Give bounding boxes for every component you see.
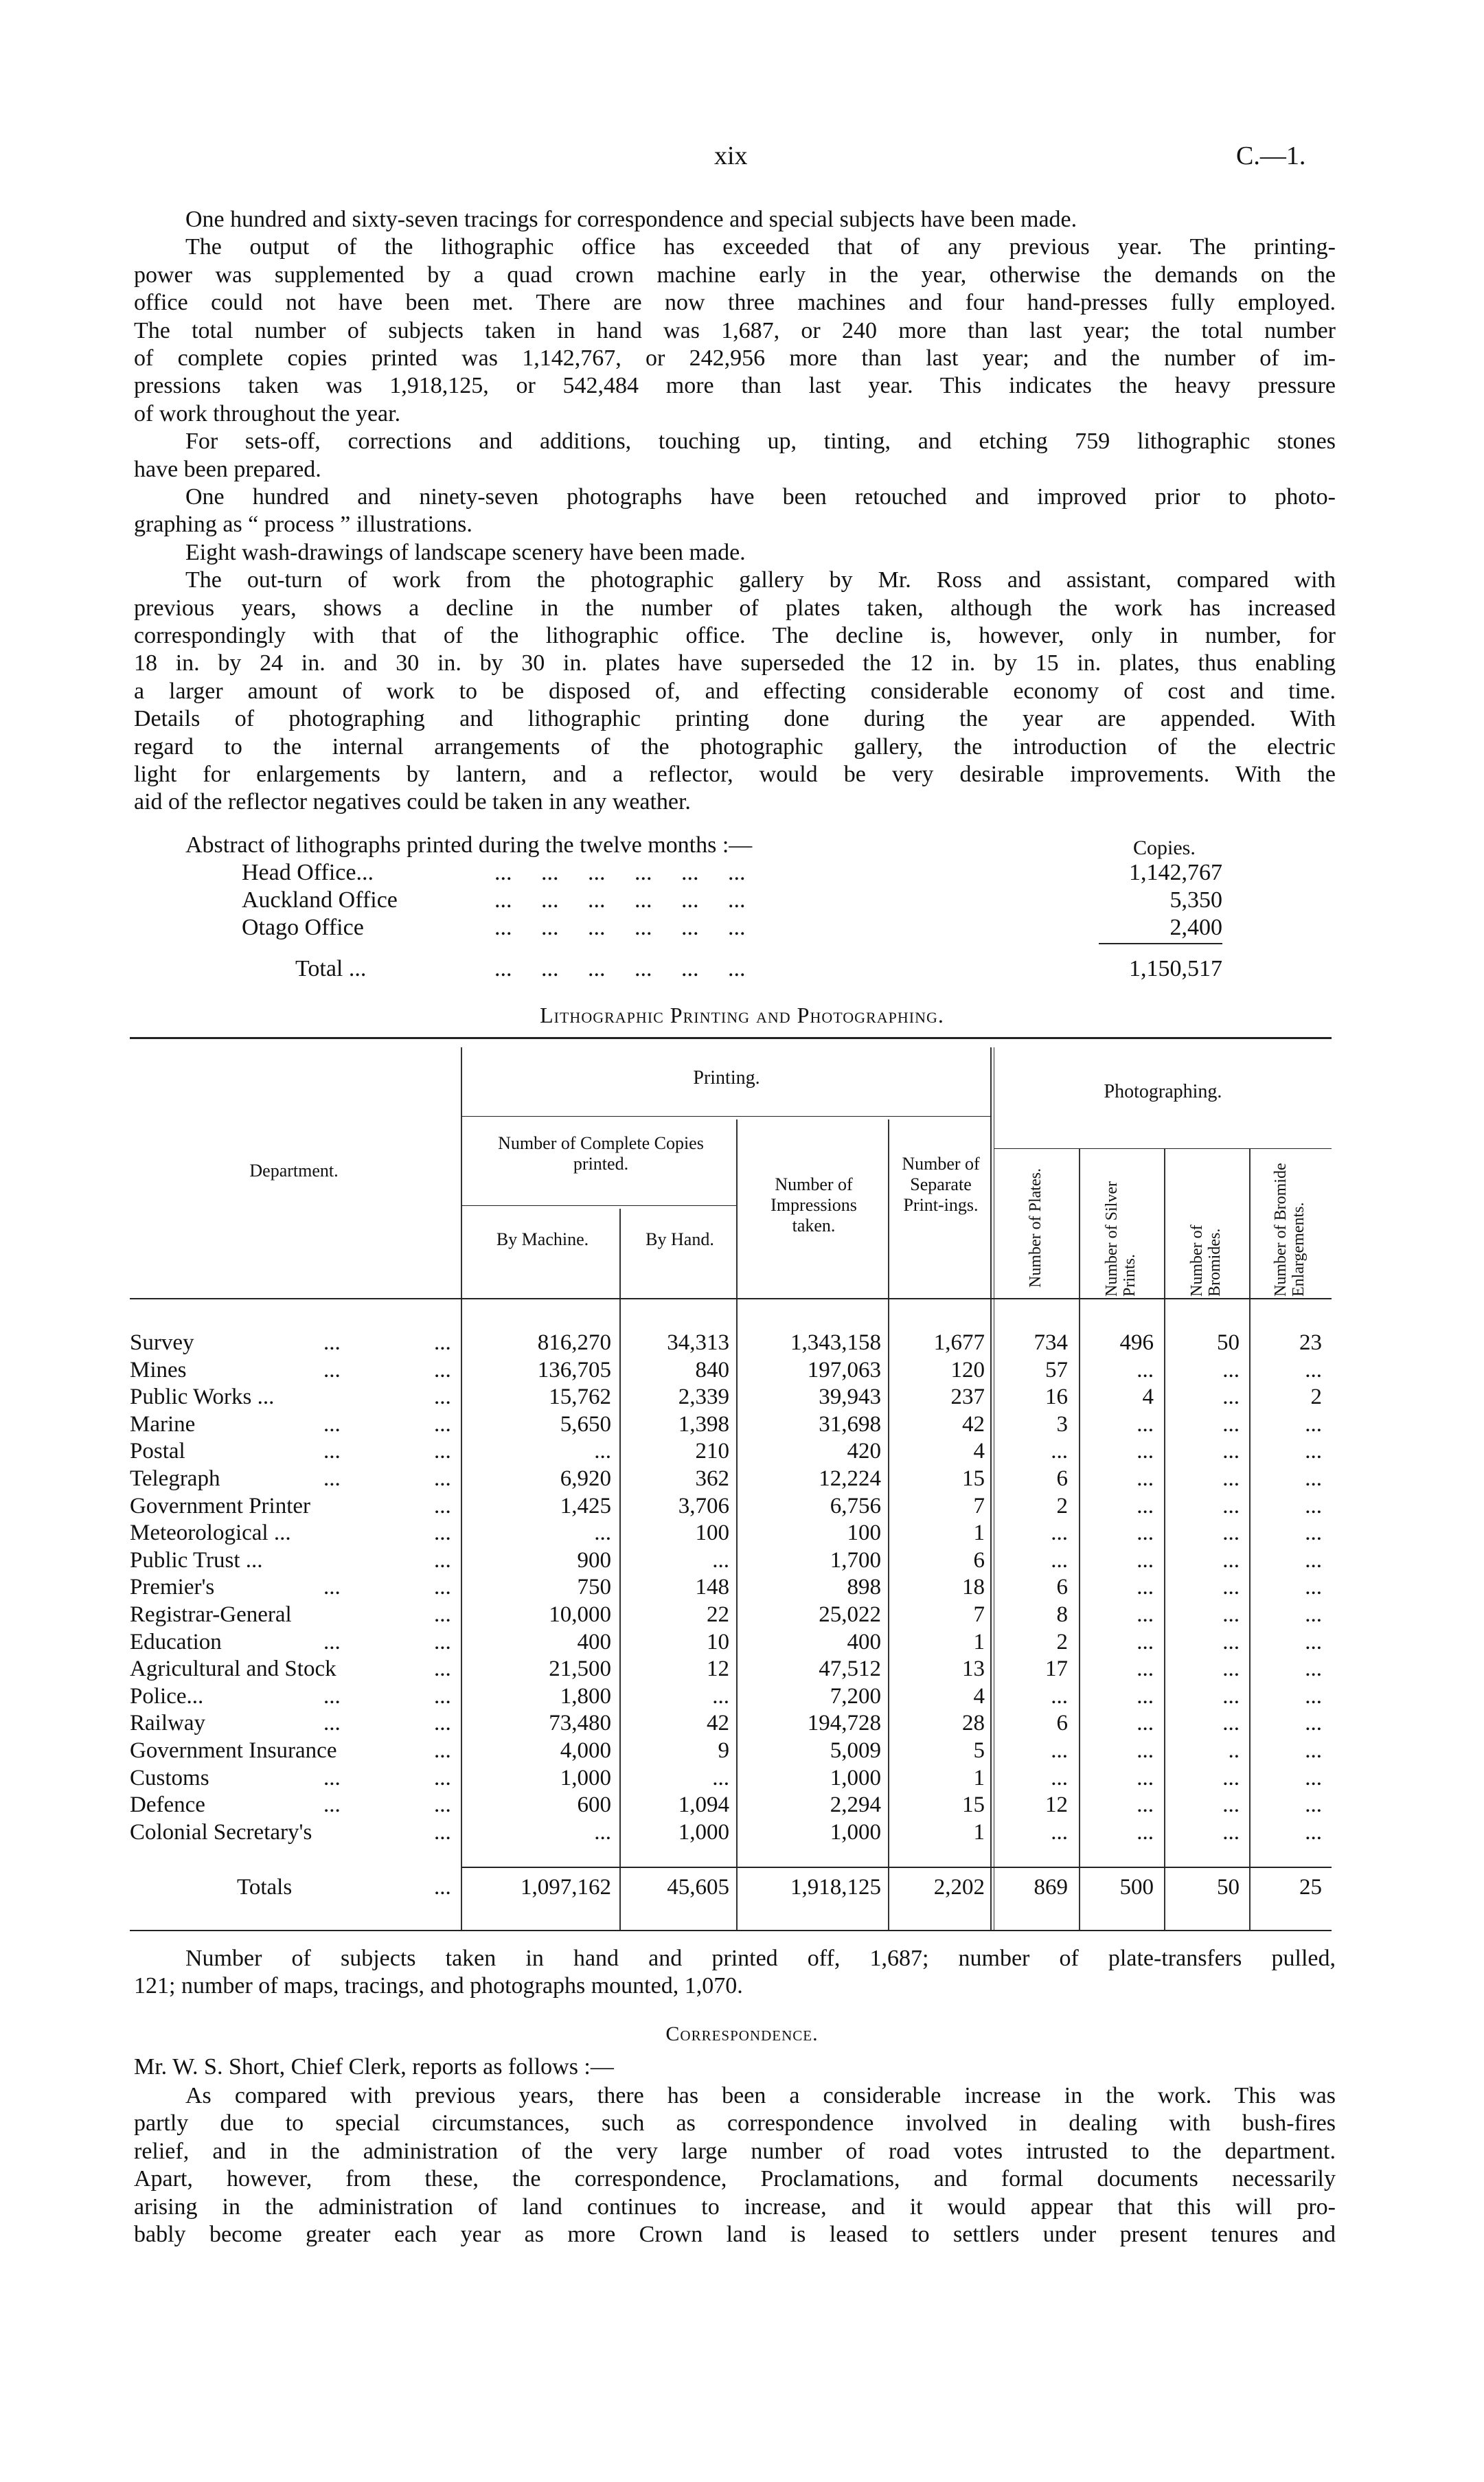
table-cell: ... — [1137, 1439, 1154, 1464]
paragraph-line: One hundred and sixty-seven tracings for correspondence and special subjects have been made. — [185, 207, 1077, 232]
group-photographing: Photographing. — [1104, 1081, 1222, 1102]
totals-cell: 50 — [1217, 1875, 1240, 1900]
department-name: Education — [130, 1629, 222, 1654]
table-cell: ... — [1137, 1493, 1154, 1518]
paragraph-line: a larger amount of work to be disposed of, and effecting considerable economy of cost and time. — [134, 678, 1336, 704]
table-cell: ... — [1137, 1357, 1154, 1382]
table-cell: 7 — [973, 1493, 985, 1518]
table-cell: 5,650 — [560, 1411, 611, 1437]
table-cell: ... — [1137, 1656, 1154, 1682]
report-line: relief, and in the administration of the very large number of road votes intrusted to the department. — [134, 2138, 1336, 2164]
department-name: Postal — [130, 1439, 185, 1464]
table-cell: 2 — [1056, 1629, 1068, 1654]
table-cell: 1,000 — [678, 1819, 729, 1845]
abstract-row-value: 5,350 — [1169, 887, 1222, 913]
table-cell: 210 — [695, 1439, 729, 1464]
table-cell: 28 — [962, 1711, 985, 1736]
table-cell: ... — [1222, 1683, 1240, 1709]
table-cell: 496 — [1119, 1330, 1154, 1355]
paragraph-line: graphing as “ process ” illustrations. — [134, 512, 472, 538]
table-top-rule — [130, 1037, 1332, 1039]
table-cell: 237 — [950, 1385, 985, 1410]
table-cell: 362 — [695, 1466, 729, 1491]
col-impressions: Number of Impressions taken. — [770, 1174, 857, 1236]
department-name: Survey — [130, 1330, 194, 1355]
totals-cell: 500 — [1119, 1875, 1154, 1900]
department-name: Defence — [130, 1792, 205, 1818]
sum-rule — [1099, 943, 1222, 944]
col-department: Department. — [249, 1161, 339, 1181]
department-name: Railway — [130, 1711, 205, 1736]
col-bromides: Number of Bromides. — [1188, 1225, 1224, 1297]
table-cell: 1 — [973, 1819, 985, 1845]
table-cell: 400 — [847, 1629, 881, 1654]
table-cell: 1,800 — [560, 1683, 611, 1709]
group-printing: Printing. — [693, 1067, 760, 1089]
table-cell: 3,706 — [678, 1493, 729, 1518]
table-cell: ... — [1305, 1547, 1322, 1573]
table-cell: ... — [1222, 1602, 1240, 1627]
table-cell: 8 — [1056, 1602, 1068, 1627]
table-cell: 2,294 — [830, 1792, 881, 1818]
leader-dots: ... — [434, 1738, 451, 1763]
table-bottom-rule — [130, 1930, 1332, 1931]
paragraph-line: light for enlargements by lantern, and a reflector, would be very desirable improvements. With the — [134, 762, 1336, 787]
table-cell: 1,000 — [830, 1819, 881, 1845]
abstract-row-label: Otago Office — [242, 915, 364, 940]
table-cell: ... — [1305, 1819, 1322, 1845]
table-cell: 6,756 — [830, 1493, 881, 1518]
paragraph-line: pressions taken was 1,918,125, or 542,484 more than last year. This indicates the heavy pressure — [134, 373, 1336, 399]
table-cell: 50 — [1217, 1330, 1240, 1355]
table-cell: 10,000 — [549, 1602, 611, 1627]
table-cell: 4,000 — [560, 1738, 611, 1763]
column-divider — [736, 1119, 738, 1930]
department-name: Registrar-General — [130, 1602, 292, 1627]
table-cell: 1,677 — [933, 1330, 985, 1355]
table-cell: ... — [1222, 1792, 1240, 1818]
table-cell: ... — [1305, 1575, 1322, 1600]
table-cell: 39,943 — [819, 1385, 881, 1410]
table-cell: 2 — [1310, 1385, 1322, 1410]
col-by-hand: By Hand. — [646, 1229, 714, 1249]
table-cell: ... — [1305, 1357, 1322, 1382]
table-cell: 600 — [577, 1792, 611, 1818]
leader-dots: ... — [434, 1521, 451, 1546]
table-cell: 17 — [1045, 1656, 1068, 1682]
department-name: Colonial Secretary's — [130, 1819, 312, 1845]
table-cell: ... — [1222, 1521, 1240, 1546]
paragraph-line: power was supplemented by a quad crown machine early in the year, otherwise the demands on the — [134, 262, 1336, 288]
table-cell: 9 — [718, 1738, 729, 1763]
leader-dots: ... — [434, 1466, 451, 1491]
leader-dots: ... ... ... ... ... ... — [494, 860, 746, 885]
table-cell: 10 — [707, 1629, 729, 1654]
paragraph-line: For sets-off, corrections and additions, touching up, tinting, and etching 759 lithographic stones — [185, 429, 1336, 455]
table-cell: 1,000 — [830, 1765, 881, 1790]
table-cell: 15 — [962, 1792, 985, 1818]
table-cell: 15,762 — [549, 1385, 611, 1410]
leader-dots: ... ... ... ... ... ... — [494, 887, 746, 913]
paragraph-line: The out-turn of work from the photographic gallery by Mr. Ross and assistant, compared with — [185, 567, 1336, 593]
leader-dots: ... — [434, 1439, 451, 1464]
table-cell: 12 — [1045, 1792, 1068, 1818]
leader-dots: ... — [434, 1602, 451, 1627]
table-cell: 22 — [707, 1602, 729, 1627]
table-cell: 6 — [1056, 1575, 1068, 1600]
leader-dots: ... — [323, 1466, 341, 1491]
table-cell: ... — [1137, 1575, 1154, 1600]
table-cell: ... — [1051, 1683, 1068, 1709]
header-rule — [994, 1148, 1332, 1149]
table-cell: 4 — [973, 1683, 985, 1709]
table-cell: ... — [1222, 1629, 1240, 1654]
table-cell: ... — [1137, 1765, 1154, 1790]
table-cell: ... — [1051, 1738, 1068, 1763]
table-cell: ... — [1051, 1765, 1068, 1790]
page-number: xix — [714, 141, 748, 170]
summary-line: 121; number of maps, tracings, and photographs mounted, 1,070. — [134, 1973, 743, 1999]
table-cell: ... — [1137, 1711, 1154, 1736]
table-cell: ... — [1222, 1385, 1240, 1410]
table-cell: 12,224 — [819, 1466, 881, 1491]
table-cell: 750 — [577, 1575, 611, 1600]
table-cell: ... — [1305, 1602, 1322, 1627]
table-cell: ... — [1051, 1547, 1068, 1573]
leader-dots: ... — [434, 1792, 451, 1818]
table-cell: ... — [1051, 1819, 1068, 1845]
department-name: Police... — [130, 1683, 204, 1709]
paragraph-line: Eight wash-drawings of landscape scenery have been made. — [185, 539, 746, 565]
table-cell: 100 — [847, 1521, 881, 1546]
table-cell: 148 — [695, 1575, 729, 1600]
table-cell: 31,698 — [819, 1411, 881, 1437]
table-cell: ... — [1051, 1439, 1068, 1464]
table-cell: 840 — [695, 1357, 729, 1382]
leader-dots: ... — [434, 1819, 451, 1845]
table-title: Lithographic Printing and Photographing. — [540, 1003, 944, 1027]
table-cell: ... — [1305, 1792, 1322, 1818]
paragraph-line: 18 in. by 24 in. and 30 in. by 30 in. plates have superseded the 12 in. by 15 in. plates, thus enabling — [134, 650, 1336, 676]
table-cell: ... — [1305, 1521, 1322, 1546]
table-cell: ... — [712, 1547, 729, 1573]
department-name: Public Trust ... — [130, 1547, 263, 1573]
table-cell: 16 — [1045, 1385, 1068, 1410]
table-cell: 1 — [973, 1521, 985, 1546]
table-cell: 2,339 — [678, 1385, 729, 1410]
table-cell: 6 — [1056, 1466, 1068, 1491]
department-name: Meteorological ... — [130, 1521, 291, 1546]
table-cell: ... — [1137, 1411, 1154, 1437]
paragraph-line: correspondingly with that of the lithographic office. The decline is, however, only in number, for — [134, 623, 1336, 648]
table-cell: ... — [1305, 1683, 1322, 1709]
table-cell: ... — [712, 1765, 729, 1790]
col-separate-printings: Number of Separate Print-ings. — [902, 1154, 980, 1215]
table-cell: ... — [594, 1521, 611, 1546]
table-cell: 2 — [1056, 1493, 1068, 1518]
summary-line: Number of subjects taken in hand and printed off, 1,687; number of plate-transfers pulled, — [185, 1946, 1336, 1971]
paragraph-line: have been prepared. — [134, 456, 321, 482]
table-cell: 197,063 — [807, 1357, 881, 1382]
col-plates: Number of Plates. — [1027, 1168, 1044, 1288]
table-cell: 6 — [973, 1547, 985, 1573]
totals-cell: 869 — [1034, 1875, 1068, 1900]
totals-cell: 45,605 — [667, 1875, 729, 1900]
table-cell: ... — [1222, 1575, 1240, 1600]
table-cell: ... — [1137, 1819, 1154, 1845]
table-cell: 3 — [1056, 1411, 1068, 1437]
table-cell: ... — [1137, 1602, 1154, 1627]
table-cell: 136,705 — [537, 1357, 611, 1382]
leader-dots: ... — [323, 1765, 341, 1790]
paragraph-line: One hundred and ninety-seven photographs have been retouched and improved prior to photo- — [185, 484, 1336, 510]
table-cell: 1,094 — [678, 1792, 729, 1818]
table-cell: 1,425 — [560, 1493, 611, 1518]
table-cell: ... — [1305, 1711, 1322, 1736]
leader-dots: ... — [434, 1765, 451, 1790]
table-cell: 1,343,158 — [790, 1330, 881, 1355]
totals-cell: 25 — [1299, 1875, 1322, 1900]
totals-cell: 1,097,162 — [521, 1875, 611, 1900]
department-name: Premier's — [130, 1575, 215, 1600]
leader-dots: ... — [323, 1792, 341, 1818]
paragraph-line: The output of the lithographic office has exceeded that of any previous year. The printing- — [185, 234, 1336, 260]
table-cell: 5 — [973, 1738, 985, 1763]
table-cell: ... — [1222, 1439, 1240, 1464]
table-cell: ... — [1222, 1765, 1240, 1790]
department-name: Government Insurance — [130, 1738, 337, 1763]
department-name: Agricultural and Stock — [130, 1656, 336, 1682]
leader-dots: ... — [323, 1411, 341, 1437]
table-cell: 7 — [973, 1602, 985, 1627]
table-cell: 4 — [973, 1439, 985, 1464]
column-divider — [461, 1047, 462, 1930]
department-name: Mines — [130, 1357, 187, 1382]
table-cell: ... — [1222, 1656, 1240, 1682]
table-cell: 4 — [1142, 1385, 1154, 1410]
table-cell: ... — [1137, 1547, 1154, 1573]
table-cell: ... — [1137, 1629, 1154, 1654]
table-cell: 1 — [973, 1629, 985, 1654]
table-cell: ... — [1305, 1738, 1322, 1763]
table-cell: ... — [1222, 1711, 1240, 1736]
total-label: Total ... — [295, 956, 367, 981]
table-cell: ... — [1137, 1521, 1154, 1546]
totals-label: Totals — [237, 1875, 293, 1900]
table-cell: 6 — [1056, 1711, 1068, 1736]
leader-dots: ... — [323, 1357, 341, 1382]
table-cell: ... — [594, 1819, 611, 1845]
col-silver-prints: Number of Silver Prints. — [1103, 1181, 1139, 1297]
table-cell: 120 — [950, 1357, 985, 1382]
report-intro: Mr. W. S. Short, Chief Clerk, reports as follows :— — [134, 2054, 614, 2080]
col-enlargements: Number of Bromide Enlargements. — [1272, 1163, 1308, 1297]
table-cell: ... — [1222, 1547, 1240, 1573]
document-reference: C.—1. — [1236, 141, 1306, 170]
table-cell: 1 — [973, 1765, 985, 1790]
table-cell: ... — [1222, 1466, 1240, 1491]
abstract-heading: Abstract of lithographs printed during the twelve months :— — [185, 832, 753, 858]
report-line: partly due to special circumstances, such as correspondence involved in dealing with bush-fires — [134, 2110, 1336, 2137]
table-cell: 900 — [577, 1547, 611, 1573]
table-cell: ... — [1051, 1521, 1068, 1546]
table-cell: ... — [1137, 1683, 1154, 1709]
table-cell: ... — [1305, 1656, 1322, 1682]
header-bottom-rule — [130, 1298, 1332, 1299]
table-cell: ... — [1137, 1792, 1154, 1818]
report-line: As compared with previous years, there has been a considerable increase in the work. This was — [185, 2083, 1336, 2108]
leader-dots: ... ... ... ... ... ... — [494, 956, 746, 981]
leader-dots: ... — [434, 1385, 451, 1410]
table-cell: 5,009 — [830, 1738, 881, 1763]
table-cell: ... — [1222, 1411, 1240, 1437]
table-cell: 194,728 — [807, 1711, 881, 1736]
leader-dots: ... — [434, 1629, 451, 1654]
paragraph-line: of complete copies printed was 1,142,767, or 242,956 more than last year; and the number of im- — [134, 345, 1336, 371]
table-cell: 1,700 — [830, 1547, 881, 1573]
leader-dots: ... — [323, 1711, 341, 1736]
paragraph-line: of work throughout the year. — [134, 400, 401, 426]
leader-dots: ... — [323, 1683, 341, 1709]
table-cell: 42 — [707, 1711, 729, 1736]
paragraph-line: aid of the reflector negatives could be taken in any weather. — [134, 789, 691, 815]
leader-dots: ... — [434, 1547, 451, 1573]
leader-dots: ... — [323, 1439, 341, 1464]
table-cell: 12 — [707, 1656, 729, 1682]
table-cell: 420 — [847, 1439, 881, 1464]
department-name: Customs — [130, 1765, 209, 1790]
totals-cell: 2,202 — [933, 1875, 985, 1900]
table-cell: ... — [1305, 1493, 1322, 1518]
table-cell: 18 — [962, 1575, 985, 1600]
leader-dots: ... — [434, 1575, 451, 1600]
table-cell: 73,480 — [549, 1711, 611, 1736]
table-cell: ... — [1305, 1466, 1322, 1491]
department-name: Marine — [130, 1411, 196, 1437]
table-cell: ... — [1137, 1738, 1154, 1763]
table-cell: 898 — [847, 1575, 881, 1600]
copies-label: Copies. — [1133, 836, 1196, 859]
paragraph-line: regard to the internal arrangements of the photographic gallery, the introduction of the electric — [134, 733, 1336, 760]
table-cell: 734 — [1034, 1330, 1068, 1355]
leader-dots: ... — [323, 1629, 341, 1654]
report-line: arising in the administration of land continues to increase, and it would appear that this will pro- — [134, 2194, 1336, 2220]
report-line: bably become greater each year as more Crown land is leased to settlers under present tenures and — [134, 2222, 1336, 2247]
leader-dots: ... — [434, 1411, 451, 1437]
table-cell: 15 — [962, 1466, 985, 1491]
header-rule — [461, 1205, 736, 1206]
totals-rule — [461, 1867, 1332, 1868]
table-cell: 23 — [1299, 1330, 1322, 1355]
table-cell: ... — [1137, 1466, 1154, 1491]
total-value: 1,150,517 — [1129, 956, 1222, 981]
table-cell: ... — [1305, 1411, 1322, 1437]
leader-dots: ... — [434, 1330, 451, 1355]
leader-dots: ... — [434, 1357, 451, 1382]
table-cell: 57 — [1045, 1357, 1068, 1382]
leader-dots: ... — [434, 1875, 451, 1900]
table-cell: 1,398 — [678, 1411, 729, 1437]
table-cell: ... — [1222, 1819, 1240, 1845]
leader-dots: ... — [323, 1330, 341, 1355]
department-name: Government Printer — [130, 1493, 311, 1518]
leader-dots: ... — [323, 1575, 341, 1600]
table-cell: ... — [1305, 1629, 1322, 1654]
department-name: Public Works ... — [130, 1385, 275, 1410]
table-cell: 21,500 — [549, 1656, 611, 1682]
table-cell: 400 — [577, 1629, 611, 1654]
abstract-row-label: Auckland Office — [242, 887, 398, 913]
department-name: Telegraph — [130, 1466, 220, 1491]
table-cell: ... — [1222, 1357, 1240, 1382]
abstract-row-value: 2,400 — [1169, 915, 1222, 940]
leader-dots: ... — [434, 1656, 451, 1682]
report-line: Apart, however, from these, the correspondence, Proclamations, and formal documents necessarily — [134, 2166, 1336, 2192]
table-cell: ... — [1305, 1765, 1322, 1790]
leader-dots: ... — [434, 1493, 451, 1518]
paragraph-line: Details of photographing and lithographic printing done during the year are appended. With — [134, 706, 1336, 732]
section-heading: Correspondence. — [665, 2023, 819, 2045]
abstract-row-label: Head Office... — [242, 860, 374, 885]
table-cell: 42 — [962, 1411, 985, 1437]
header-rule — [461, 1116, 992, 1117]
abstract-row-value: 1,142,767 — [1129, 860, 1222, 885]
table-cell: 13 — [962, 1656, 985, 1682]
table-cell: ... — [1222, 1493, 1240, 1518]
table-cell: 816,270 — [537, 1330, 611, 1355]
table-cell: 6,920 — [560, 1466, 611, 1491]
table-cell: 100 — [695, 1521, 729, 1546]
col-complete-copies: Number of Complete Copies printed. — [498, 1133, 704, 1174]
paragraph-line: previous years, shows a decline in the number of plates taken, although the work has increased — [134, 595, 1336, 621]
table-cell: ... — [712, 1683, 729, 1709]
col-by-machine: By Machine. — [496, 1229, 589, 1249]
leader-dots: ... ... ... ... ... ... — [494, 915, 746, 940]
paragraph-line: The total number of subjects taken in hand was 1,687, or 240 more than last year; the total number — [134, 317, 1336, 343]
leader-dots: ... — [434, 1711, 451, 1736]
table-cell: 34,313 — [667, 1330, 729, 1355]
table-cell: 47,512 — [819, 1656, 881, 1682]
table-cell: 25,022 — [819, 1602, 881, 1627]
table-cell: 1,000 — [560, 1765, 611, 1790]
table-cell: .. — [1228, 1738, 1240, 1763]
table-cell: ... — [594, 1439, 611, 1464]
table-cell: 7,200 — [830, 1683, 881, 1709]
table-cell: ... — [1305, 1439, 1322, 1464]
paragraph-line: office could not have been met. There are now three machines and four hand-presses fully employed. — [134, 290, 1336, 316]
leader-dots: ... — [434, 1683, 451, 1709]
totals-cell: 1,918,125 — [790, 1875, 881, 1900]
